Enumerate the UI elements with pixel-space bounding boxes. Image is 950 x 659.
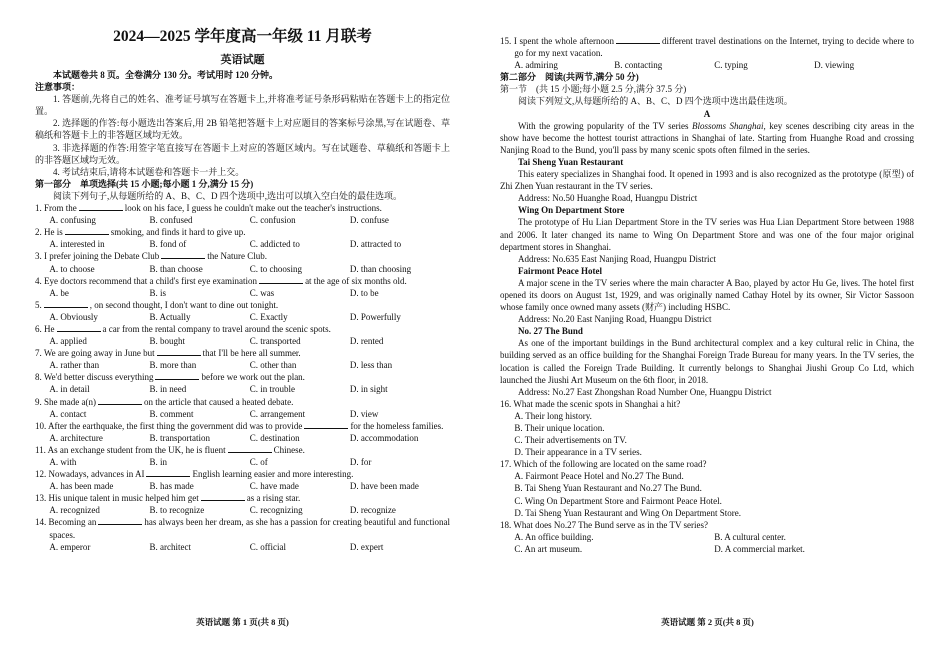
answer-option: B. to recognize <box>149 505 205 516</box>
question-item <box>35 250 450 274</box>
answer-blank <box>259 275 303 284</box>
question-stem <box>35 492 450 504</box>
question-stem-post: that I'll be here all summer. <box>202 348 301 359</box>
question-item <box>35 323 450 347</box>
option-row <box>35 238 450 250</box>
question-stem-post: has always been her dream, as she has a passion for creating beautiful and functional spaces. <box>49 517 450 540</box>
option-row <box>35 263 450 275</box>
answer-option: B. more than <box>149 360 197 371</box>
answer-blank <box>98 396 142 405</box>
question-stem-pre: 14. Becoming an <box>35 517 97 528</box>
option-row <box>35 408 450 420</box>
answer-blank <box>44 299 88 308</box>
answer-option: C. confusion <box>249 215 296 226</box>
answer-option: A. Their long history. <box>514 410 592 421</box>
answer-option: D. Powerfully <box>349 311 401 322</box>
option-row <box>35 456 450 468</box>
option-row <box>35 541 450 553</box>
question-item <box>35 347 450 371</box>
question-stem-post: look on his face, I guess he couldn't make out the teacher's instructions. <box>124 203 382 214</box>
place-section <box>500 204 914 264</box>
question-stem-post: the Nature Club. <box>207 251 267 262</box>
answer-option: B. contacting <box>614 60 663 71</box>
reading-question-stem: 16. What made the scenic spots in Shanghai a hit? <box>500 398 681 409</box>
question-stem <box>35 371 450 383</box>
answer-option: D. accommodation <box>349 432 419 443</box>
answer-option: C. of <box>249 457 268 467</box>
question-item <box>35 299 450 323</box>
answer-option: C. arrangement <box>249 408 306 419</box>
question-item <box>35 444 450 468</box>
part2-section1: 第一节 (共 15 小题;每小题 2.5 分,满分 37.5 分) <box>500 84 687 95</box>
answer-option: B. bought <box>149 336 186 347</box>
option-grid <box>500 531 914 555</box>
answer-option: D. recognize <box>349 505 396 516</box>
answer-option: C. typing <box>714 60 748 71</box>
reading-question <box>500 398 914 458</box>
question-stem <box>35 468 450 480</box>
answer-option: A. Fairmont Peace Hotel and No.27 The Bund. <box>514 471 684 482</box>
place-section <box>500 325 914 398</box>
answer-option: C. Wing On Department Store and Fairmont Peace Hotel. <box>514 495 722 506</box>
answer-option: C. other than <box>249 360 297 371</box>
place-section <box>500 265 914 325</box>
question-stem <box>35 323 450 335</box>
answer-option: C. in trouble <box>249 384 295 395</box>
option-row <box>35 504 450 516</box>
answer-option: A. rather than <box>49 360 100 371</box>
question-stem <box>35 299 450 311</box>
answer-option: C. was <box>249 287 275 298</box>
question-stem <box>35 444 450 456</box>
answer-option: B. Their unique location. <box>514 423 605 433</box>
question-item <box>35 420 450 444</box>
answer-option: D. Tai Sheng Yuan Restaurant and Wing On Department Store. <box>514 507 741 518</box>
answer-option: B. A cultural center. <box>714 531 786 542</box>
question-stem-post: smoking, and finds it hard to give up. <box>110 227 246 238</box>
note-item: 2. 选择题的作答:每小题选出答案后,用 2B 铅笔把答题卡上对应题目的答案标号涂黑,写在试题卷、草稿纸和答题卡上的非答题区域均无效。 <box>35 118 450 141</box>
answer-option: C. Their advertisements on TV. <box>514 435 627 446</box>
answer-blank <box>57 323 101 332</box>
question-item <box>35 396 450 420</box>
option-row <box>500 59 914 71</box>
question-stem <box>35 516 450 540</box>
question-stem-post: for the homeless families. <box>350 420 444 431</box>
option-row <box>35 359 450 371</box>
answer-option: C. Exactly <box>249 311 288 322</box>
answer-option: C. official <box>249 541 287 552</box>
question-stem-pre: 12. Nowadays, advances in AI <box>35 469 145 480</box>
place-address: Address: No.27 East Zhongshan Road Number One, Huangpu District <box>518 386 772 397</box>
question-stem <box>35 202 450 214</box>
answer-option: D. attracted to <box>349 239 402 250</box>
answer-option: A. admiring <box>514 60 558 71</box>
answer-option: D. than choosing <box>349 263 412 274</box>
answer-option: C. have made <box>249 481 299 492</box>
reading-question-list <box>500 398 914 555</box>
answer-option: B. Actually <box>149 311 191 322</box>
passage-intro <box>500 120 914 156</box>
place-section <box>500 156 914 204</box>
answer-option: C. transported <box>249 336 301 347</box>
answer-option: D. have been made <box>349 481 419 492</box>
question-stem-pre: 11. As an exchange student from the UK, he is fluent <box>35 444 226 455</box>
question-stem-pre: 4. Eye doctors recommend that a child's first eye examination <box>35 275 258 286</box>
page-footer-right: 英语试题 第 2 页(共 8 页) <box>661 617 754 627</box>
note-item: 3. 非选择题的作答:用签字笔直接写在答题卡上对应的答题区域内。写在试题卷、草稿纸和答题卡上的非答题区域均无效。 <box>35 142 450 165</box>
question-item <box>35 226 450 250</box>
answer-blank <box>155 371 199 380</box>
answer-option: A. confusing <box>49 215 96 226</box>
page-footer-left: 英语试题 第 1 页(共 8 页) <box>196 617 289 627</box>
answer-option: B. in <box>149 457 168 467</box>
question-stem-post: a car from the rental company to travel around the scenic spots. <box>102 323 331 334</box>
answer-option: B. has made <box>149 481 194 492</box>
answer-option: D. view <box>349 408 379 419</box>
question-item <box>35 468 450 492</box>
answer-option: B. fond of <box>149 239 187 250</box>
question-stem-pre: 6. He <box>35 323 55 334</box>
answer-option: D. rented <box>349 336 384 347</box>
place-address: Address: No.50 Huanghe Road, Huangpu District <box>518 193 698 204</box>
exam-intro: 本试题卷共 8 页。全卷满分 130 分。考试用时 120 分钟。 <box>53 70 279 80</box>
answer-option: A. to choose <box>49 263 95 274</box>
question-item <box>35 202 450 226</box>
answer-option: C. An art museum. <box>514 543 583 554</box>
answer-option: A. emperor <box>49 541 91 552</box>
question-item <box>35 516 450 552</box>
answer-option: B. than choose <box>149 263 203 274</box>
question-stem-pre: 1. From the <box>35 203 77 214</box>
answer-blank <box>79 202 123 211</box>
answer-option: A. An office building. <box>514 531 594 542</box>
answer-blank <box>201 492 245 501</box>
question-stem-post: English learning easier and more interesting. <box>192 469 354 480</box>
exam-subtitle: 英语试题 <box>220 54 265 66</box>
answer-option: B. Tai Sheng Yuan Restaurant and No.27 The Bund. <box>514 483 702 494</box>
question-stem-pre: 8. We'd better discuss everything <box>35 372 154 383</box>
answer-option: A. in detail <box>49 384 90 395</box>
option-row <box>35 311 450 323</box>
answer-option: C. to choosing <box>249 263 302 274</box>
option-row <box>35 335 450 347</box>
answer-option: C. addicted to <box>249 239 300 250</box>
answer-blank <box>304 420 348 429</box>
passage-intro-italic: Blossoms Shanghai <box>692 120 764 131</box>
answer-option: A. applied <box>49 336 87 347</box>
passage-intro-post: , key scenes describing city areas in the show have become the hottest tourist attractions in Shanghai of late. Starting from Huanghe Road and crossing Nanjing Road to the Bund, you'll pass by many scenic spots often filmed in the series. <box>500 120 914 155</box>
answer-option: A. contact <box>49 408 87 419</box>
question-stem-pre: 15. I spent the whole afternoon <box>500 36 614 46</box>
question-stem-post: at the age of six months old. <box>305 275 407 286</box>
question-stem <box>35 347 450 359</box>
place-name: No. 27 The Bund <box>518 326 583 337</box>
note-item: 1. 答题前,先将自己的姓名、准考证号填写在答题卡上,并将准考证号条形码粘贴在答题卡上的指定位置。 <box>35 94 450 117</box>
passage-label: A <box>703 108 711 119</box>
answer-option: C. recognizing <box>249 505 303 516</box>
question-stem-pre: 2. He is <box>35 227 63 238</box>
question-stem <box>35 275 450 287</box>
note-item: 4. 考试结束后,请将本试题卷和答题卡一并上交。 <box>53 166 245 177</box>
place-text: This eatery specializes in Shanghai food. It opened in 1993 and is also recognized as the prototype (原型) of Zhi Zhen Yuan restaurant in the TV series. <box>500 169 914 192</box>
answer-option: B. transportation <box>149 432 211 443</box>
answer-option: A. with <box>49 457 77 467</box>
exam-title: 2024—2025 学年度高一年级 11 月联考 <box>113 28 372 45</box>
answer-option: D. expert <box>349 541 384 552</box>
reading-question <box>500 458 914 518</box>
answer-option: D. to be <box>349 287 379 298</box>
answer-option: A. Obviously <box>49 311 98 322</box>
answer-option: D. confuse <box>349 215 389 226</box>
answer-option: C. destination <box>249 432 300 443</box>
question-stem-pre: 9. She made a(n) <box>35 396 96 407</box>
notes-list <box>35 93 450 178</box>
question-stem <box>35 420 450 432</box>
question-stem <box>35 396 450 408</box>
question-stem-post: Chinese. <box>273 444 305 455</box>
question-stem-pre: 7. We are going away in June but <box>35 348 155 359</box>
part1-heading: 第一部分 单项选择(共 15 小题;每小题 1 分,满分 15 分) <box>35 178 254 189</box>
option-row <box>35 480 450 492</box>
question-stem-pre: 3. I prefer joining the Debate Club <box>35 251 160 262</box>
answer-option: A. be <box>49 287 69 298</box>
question-item <box>35 371 450 395</box>
passage-intro-pre: With the growing popularity of the TV series <box>518 120 693 131</box>
notes-heading: 注意事项： <box>35 82 81 93</box>
answer-option: B. architect <box>149 541 192 552</box>
option-row <box>35 432 450 444</box>
reading-question <box>500 519 914 555</box>
question-stem <box>35 226 450 238</box>
answer-option: A. interested in <box>49 239 105 250</box>
place-text: The prototype of Hu Lian Department Store in the TV series was Hua Lian Department Store between 1988 and 2006. It later changed its name to Wing On Department Store and was one of the four major original department stores in Shanghai. <box>500 217 914 252</box>
answer-option: B. is <box>149 287 167 298</box>
place-text: As one of the important buildings in the Bund architectural complex and a key cultural relic in China, the building served as an office building for the Shanghai Foreign Trade Bureau for many years. In the TV series, the location is called the Foreign Trade Building. It currently belongs to Shanghai Jiushi Group Co Ltd, which launched the Jiushi Art Museum on the 6th floor, in 2018. <box>500 338 914 385</box>
reading-question-stem: 18. What does No.27 The Bund serve as in the TV series? <box>500 519 709 530</box>
question-stem <box>35 250 450 262</box>
place-name: Fairmont Peace Hotel <box>518 265 602 276</box>
question-item <box>500 35 914 71</box>
question-item <box>35 492 450 516</box>
option-row <box>35 287 450 299</box>
answer-blank <box>161 250 205 259</box>
answer-option: D. in sight <box>349 384 388 395</box>
answer-blank <box>65 226 109 235</box>
part2-heading: 第二部分 阅读(共两节,满分 50 分) <box>500 72 639 83</box>
answer-option: A. recognized <box>49 505 100 516</box>
answer-blank <box>616 35 660 44</box>
question-list-left <box>35 202 450 553</box>
question-stem <box>500 35 914 59</box>
place-address: Address: No.635 East Nanjing Road, Huangpu District <box>518 253 716 264</box>
answer-option: B. confused <box>149 215 193 226</box>
reading-question-stem: 17. Which of the following are located on the same road? <box>500 459 707 470</box>
answer-option: D. viewing <box>814 60 855 71</box>
option-row <box>35 383 450 395</box>
answer-option: A. architecture <box>49 432 103 443</box>
answer-option: D. less than <box>349 360 393 371</box>
question-stem-post: before we work out the plan. <box>201 372 305 383</box>
answer-option: D. for <box>349 457 372 467</box>
place-address: Address: No.20 East Nanjing Road, Huangpu District <box>518 314 712 325</box>
part1-instruction: 阅读下列句子,从每题所给的 A、B、C、D 四个选项中,选出可以填入空白处的最佳选项。 <box>53 190 403 201</box>
part2-instruction: 阅读下列短文,从每题所给的 A、B、C、D 四个选项中选出最佳选项。 <box>518 96 793 107</box>
answer-blank <box>157 347 201 356</box>
question-stem-pre: 13. His unique talent in music helped him get <box>35 493 199 504</box>
option-row <box>35 214 450 226</box>
answer-option: A. has been made <box>49 481 114 492</box>
answer-blank <box>146 468 190 477</box>
question-stem-post: , on second thought, I don't want to dine out tonight. <box>89 299 279 310</box>
answer-option: B. in need <box>149 384 187 395</box>
question-stem-post: different travel destinations on the Internet, trying to decide where to go for my next vacation. <box>514 36 914 59</box>
question-stem-post: as a rising star. <box>246 493 301 504</box>
question-list-right <box>500 35 914 71</box>
question-stem-pre: 10. After the earthquake, the first thing the government did was to provide <box>35 420 303 431</box>
question-stem-post: on the article that caused a heated debate. <box>143 396 294 407</box>
question-stem-pre: 5. <box>35 299 42 310</box>
place-text: A major scene in the TV series where the main character A Bao, played by actor Hu Ge, lives. The hotel first opened its doors on August 1st, 1929, and was originally named Cathay Hotel by its owner, Sir Victor Sassoon whose family once owned many assets (财产) including HSBC. <box>500 277 914 313</box>
answer-blank <box>98 516 142 525</box>
answer-blank <box>228 444 272 453</box>
answer-option: D. Their appearance in a TV series. <box>514 447 642 458</box>
place-name: Wing On Department Store <box>518 205 625 216</box>
answer-option: D. A commercial market. <box>714 543 805 554</box>
question-item <box>35 275 450 299</box>
answer-option: B. comment <box>149 408 194 419</box>
place-name: Tai Sheng Yuan Restaurant <box>518 156 624 167</box>
